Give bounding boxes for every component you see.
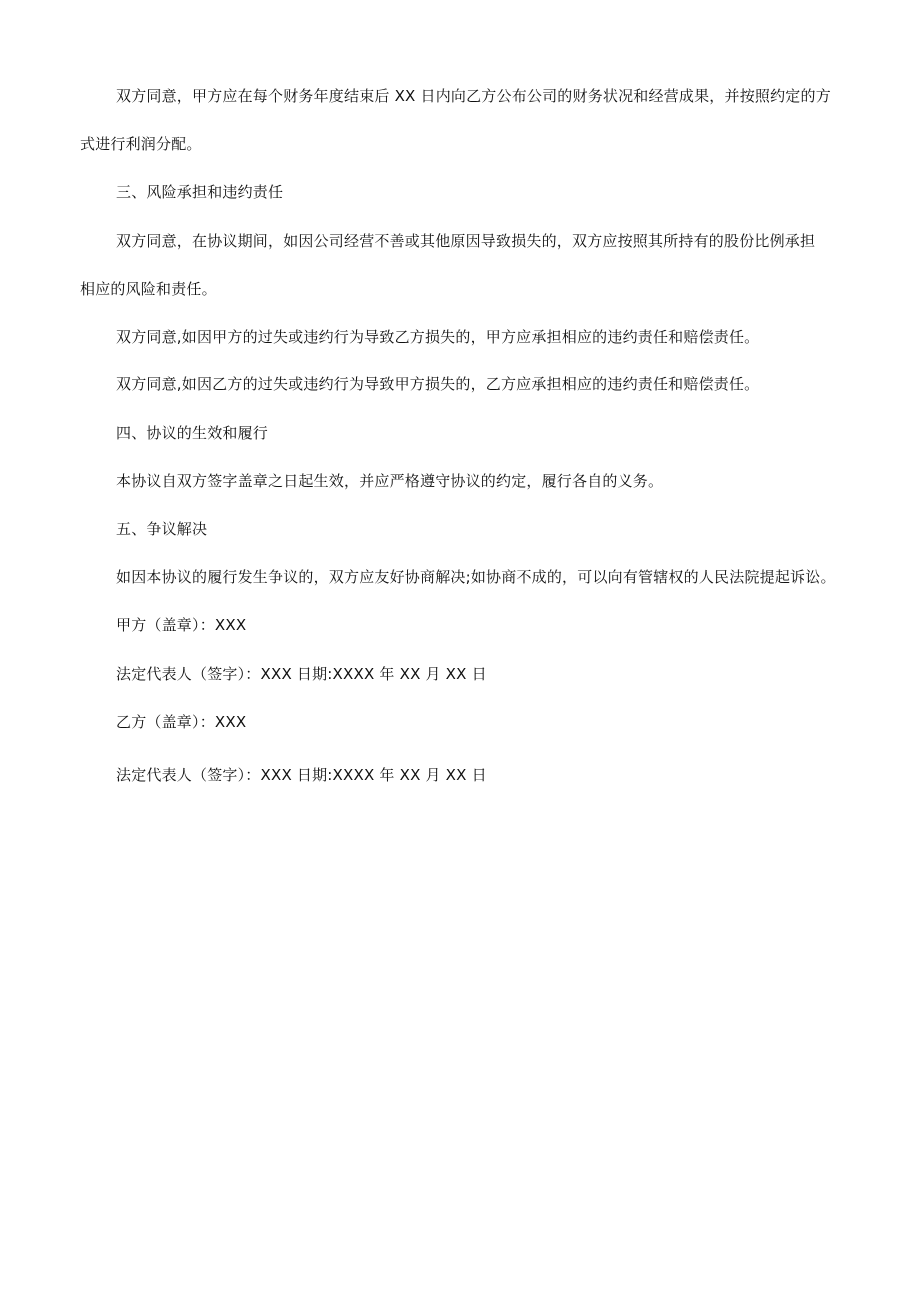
paragraph-party-b-breach: 双方同意,如因乙方的过失或违约行为导致甲方损失的，乙方应承担相应的违约责任和赔偿责任。 bbox=[116, 375, 760, 393]
party-a-seal: 甲方（盖章）：XXX bbox=[116, 616, 247, 634]
paragraph-party-a-breach: 双方同意,如因甲方的过失或违约行为导致乙方损失的，甲方应承担相应的违约责任和赔偿责任。 bbox=[116, 328, 760, 346]
paragraph-risk-line2: 相应的风险和责任。 bbox=[80, 280, 217, 298]
paragraph-risk-line1: 双方同意，在协议期间，如因公司经营不善或其他原因导致损失的，双方应按照其所持有的股份比例承担 bbox=[116, 232, 816, 250]
section-heading-effect: 四、协议的生效和履行 bbox=[116, 424, 269, 442]
party-a-representative: 法定代表人（签字）：XXX 日期:XXXX 年 XX 月 XX 日 bbox=[116, 665, 487, 683]
party-b-representative: 法定代表人（签字）：XXX 日期:XXXX 年 XX 月 XX 日 bbox=[116, 766, 487, 784]
paragraph-dispute: 如因本协议的履行发生争议的，双方应友好协商解决;如协商不成的，可以向有管辖权的人民法院提起诉讼。 bbox=[116, 568, 836, 586]
party-b-seal: 乙方（盖章）：XXX bbox=[116, 713, 247, 731]
section-heading-risk: 三、风险承担和违约责任 bbox=[116, 183, 284, 201]
paragraph-effect: 本协议自双方签字盖章之日起生效，并应严格遵守协议的约定，履行各自的义务。 bbox=[116, 472, 664, 490]
paragraph-profit-line2: 式进行利润分配。 bbox=[80, 135, 202, 153]
paragraph-profit-line1: 双方同意，甲方应在每个财务年度结束后 XX 日内向乙方公布公司的财务状况和经营成果，并按照约定的方 bbox=[116, 87, 831, 105]
section-heading-dispute: 五、争议解决 bbox=[116, 520, 208, 538]
